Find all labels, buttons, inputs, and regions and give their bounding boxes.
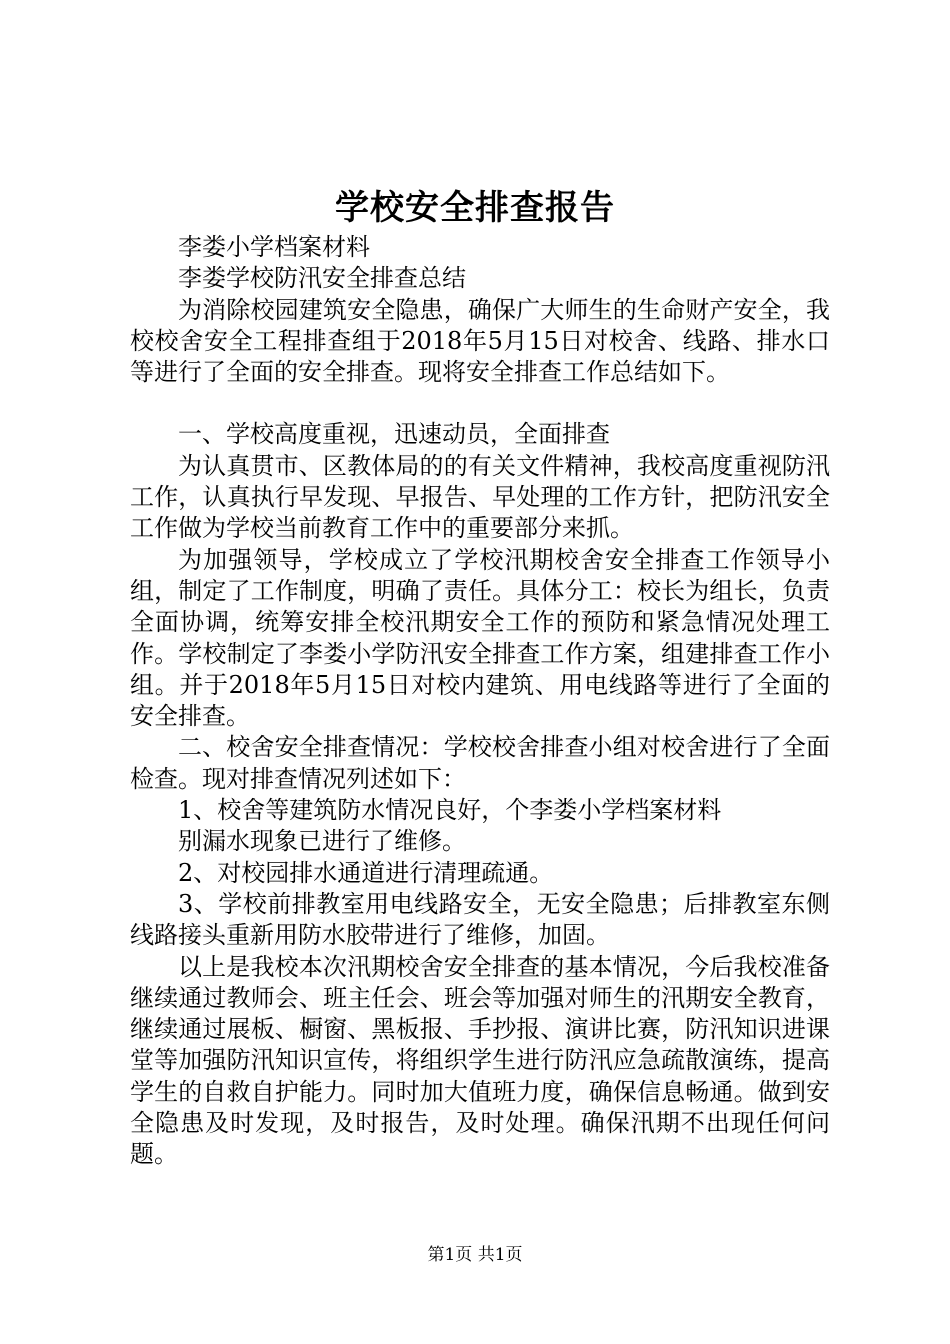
paragraph-body: 为加强领导，学校成立了学校汛期校舍安全排查工作领导小组，制定了工作制度，明确了责任。具体分工：校长为组长，负责全面协调，统筹安排全校汛期安全工作的预防和紧急情况处理工作。学校制定了李娄小学防汛安全排查工作方案，组建排查工作小组。并于2018年5月15日对校内建筑、用电线路等进行了全面的安全排查。 [130,545,830,731]
list-item: 1、校舍等建筑防水情况良好，个李娄小学档案材料 [178,796,722,825]
paragraph-intro: 为消除校园建筑安全隐患，确保广大师生的生命财产安全，我校校舍安全工程排查组于2018年5月15日对校舍、线路、排水口等进行了全面的安全排查。现将安全排查工作总结如下。 [130,295,830,387]
document-title: 学校安全排查报告 [335,188,615,228]
paragraph-body: 为认真贯市、区教体局的的有关文件精神，我校高度重视防汛工作，认真执行早发现、早报告、早处理的工作方针，把防汛安全工作做为学校当前教育工作中的重要部分来抓。 [130,451,830,543]
list-item-continuation: 别漏水现象已进行了维修。 [178,827,466,856]
paragraph-subtitle: 李娄学校防汛安全排查总结 [178,264,466,293]
list-item: 3、学校前排教室用电线路安全，无安全隐患；后排教室东侧线路接头重新用防水胶带进行了维修，加固。 [130,889,830,950]
section-heading-1: 一、学校高度重视，迅速动员，全面排查 [178,420,610,449]
section-heading-2: 二、校舍安全排查情况：学校校舍排查小组对校舍进行了全面检查。现对排查情况列述如下： [130,733,830,793]
page-number-footer: 第1页 共1页 [427,1245,523,1265]
list-item: 2、对校园排水通道进行清理疏通。 [178,858,554,887]
document-body [130,232,830,1171]
paragraph-archive-label: 李娄小学档案材料 [178,233,370,261]
paragraph-conclusion: 以上是我校本次汛期校舍安全排查的基本情况，今后我校准备继续通过教师会、班主任会、班会等加强对师生的汛期安全教育，继续通过展板、橱窗、黑板报、手抄报、演讲比赛，防汛知识进课堂等加强防汛知识宣传，将组织学生进行防汛应急疏散演练，提高学生的自救自护能力。同时加大值班力度，确保信息畅通。做到安全隐患及时发现，及时报告，及时处理。确保汛期不出现任何问题。 [130,952,830,1169]
